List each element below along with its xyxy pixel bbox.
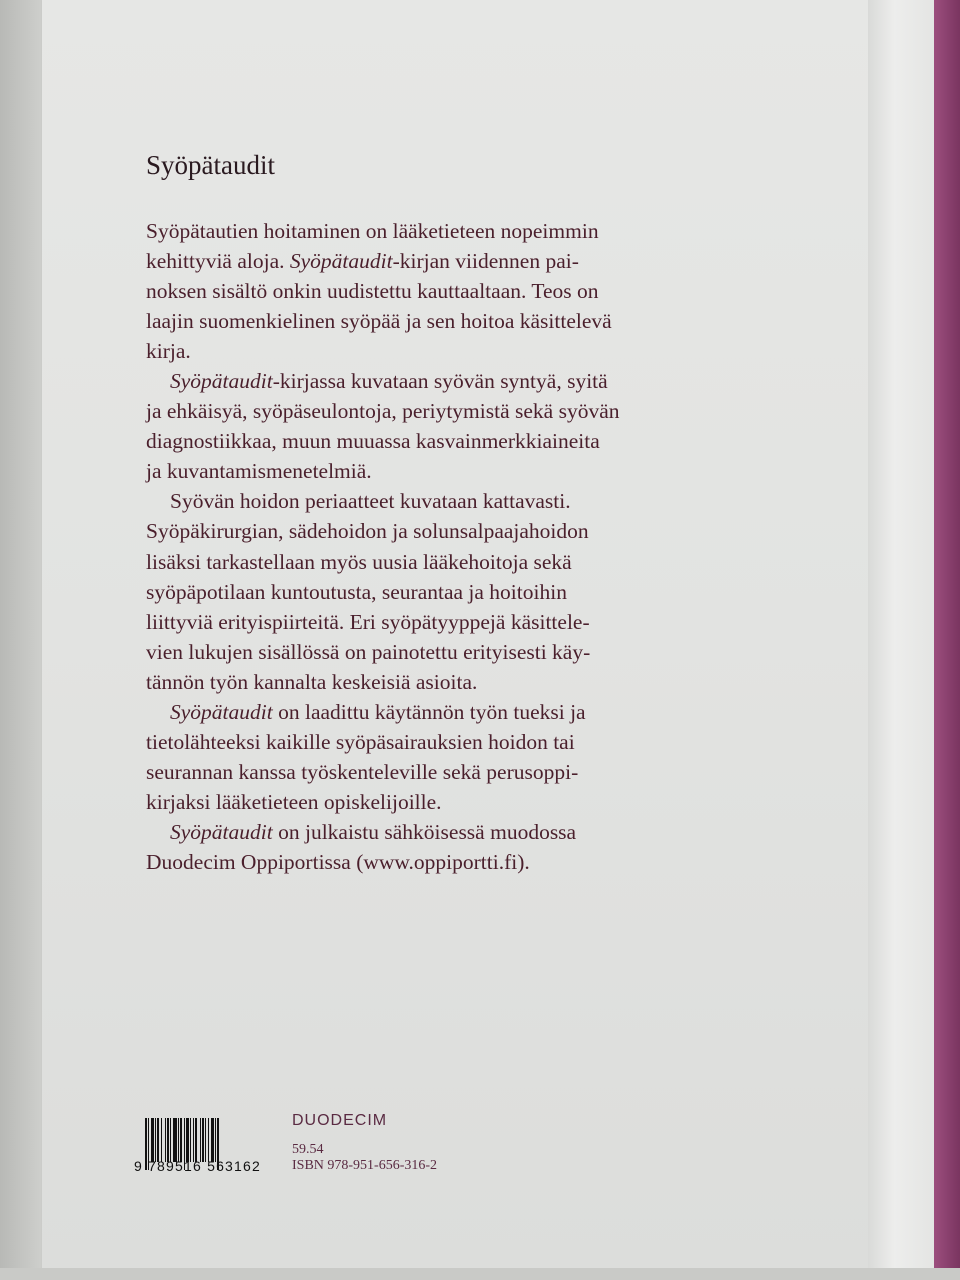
line-text: Syöpätautien hoitaminen on lääketieteen nopeimmin xyxy=(146,219,599,243)
line-text: ja kuvantamismenetelmiä. xyxy=(146,459,372,484)
line-text: liittyviä erityispiirteitä. Eri syöpätyyppejä käsittele- xyxy=(146,609,590,634)
classification-code: 59.54 xyxy=(292,1142,324,1157)
barcode-bars xyxy=(145,1118,221,1162)
text-line xyxy=(146,396,619,426)
cover-hinge xyxy=(868,0,934,1272)
line-text: tietolähteeksi kaikille syöpäsairauksien hoidon tai xyxy=(146,729,575,754)
text-line xyxy=(146,817,619,847)
text-line xyxy=(146,787,619,817)
line-text: ja ehkäisyä, syöpäseulontoja, periytymistä sekä syövän xyxy=(146,399,620,424)
text-line xyxy=(146,637,619,667)
surface-bottom xyxy=(0,1268,960,1280)
text-line xyxy=(146,577,619,607)
blurb-text xyxy=(146,216,619,877)
isbn-barcode xyxy=(134,1118,274,1178)
text-line xyxy=(146,667,619,697)
book-spine-edge xyxy=(934,0,960,1280)
text-line xyxy=(146,306,619,336)
line-text: noksen sisältö onkin uudistettu kauttaaltaan. Teos on xyxy=(146,279,599,304)
text-line xyxy=(146,516,619,546)
text-line xyxy=(146,486,619,516)
text-line xyxy=(146,276,619,306)
publisher-name: DUODECIM xyxy=(292,1112,388,1129)
text-line xyxy=(146,757,619,787)
line-text: syöpäpotilaan kuntoutusta, seurantaa ja hoitoihin xyxy=(146,579,567,604)
line-text: laajin suomenkielinen syöpää ja sen hoitoa käsittelevä xyxy=(146,309,612,334)
line-text: -kirjan viidennen pai- xyxy=(392,249,579,274)
line-text: Syöpäkirurgian, sädehoidon ja solunsalpaajahoidon xyxy=(146,519,589,544)
line-text: kehittyviä aloja. xyxy=(146,249,290,274)
text-line xyxy=(146,727,619,757)
text-line xyxy=(146,847,619,877)
text-line xyxy=(146,216,619,246)
text-line xyxy=(146,336,619,366)
line-text: vien lukujen sisällössä on painotettu erityisesti käy- xyxy=(146,639,591,664)
italic-title-ref: Syöpätaudit xyxy=(170,819,273,844)
italic-title-ref: Syöpätaudit xyxy=(289,249,393,274)
line-text: kirja. xyxy=(146,339,191,364)
line-text: -kirjassa kuvataan syövän syntyä, syitä xyxy=(272,369,608,394)
text-line xyxy=(146,697,619,727)
text-line xyxy=(146,366,619,396)
book-codes xyxy=(292,1142,437,1174)
line-text: on laadittu käytännön työn tueksi ja xyxy=(272,699,586,724)
background-surface xyxy=(0,0,44,1280)
line-text: lisäksi tarkastellaan myös uusia lääkehoitoja sekä xyxy=(146,549,572,574)
line-text: Duodecim Oppiportissa (www.oppiportti.fi). xyxy=(146,849,530,874)
line-text: tännön työn kannalta keskeisiä asioita. xyxy=(146,669,478,694)
line-text: kirjaksi lääketieteen opiskelijoille. xyxy=(146,789,442,814)
text-line xyxy=(146,246,619,276)
line-text: seurannan kanssa työskenteleville sekä perusoppi- xyxy=(146,759,579,784)
line-text: diagnostiikkaa, muun muuassa kasvainmerkkiaineita xyxy=(146,429,600,454)
text-line xyxy=(146,456,619,486)
barcode-digits: 9 789516 563162 xyxy=(134,1158,261,1174)
book-title: Syöpätaudit xyxy=(146,150,275,180)
text-line xyxy=(146,426,619,456)
text-line xyxy=(146,607,619,637)
isbn-text: ISBN 978-951-656-316-2 xyxy=(292,1158,438,1173)
text-line xyxy=(146,547,619,577)
line-text: on julkaistu sähköisessä muodossa xyxy=(272,819,577,844)
line-text: Syövän hoidon periaatteet kuvataan kattavasti. xyxy=(170,489,571,514)
italic-title-ref: Syöpätaudit xyxy=(170,369,273,394)
italic-title-ref: Syöpätaudit xyxy=(170,699,273,724)
